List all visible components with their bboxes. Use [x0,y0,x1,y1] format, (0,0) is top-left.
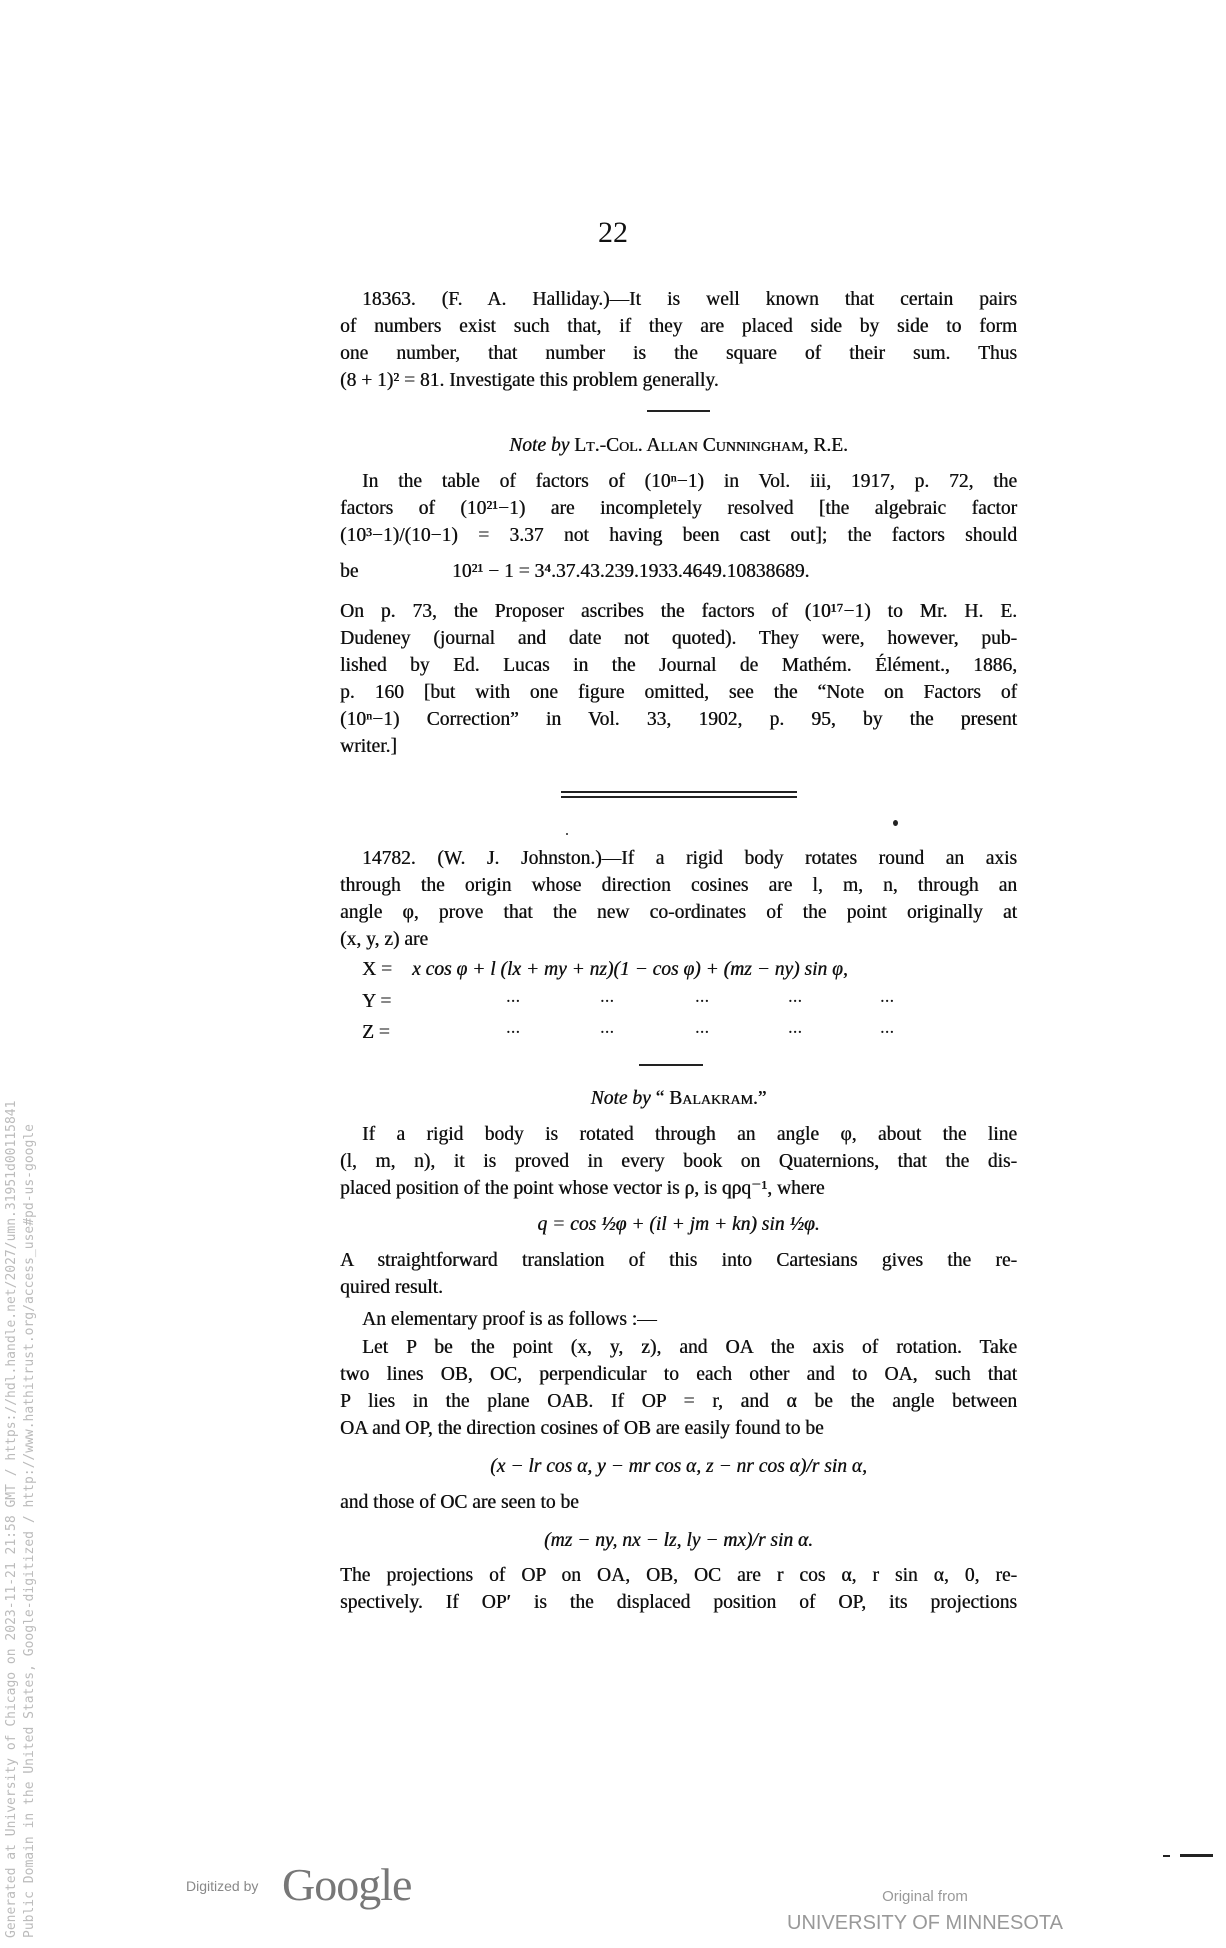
speck [893,820,898,826]
eq-oc: (mz − ny, nx − lz, ly − mx)/r sin α. [543,1530,814,1551]
digitized-by-label: Digitized by [186,1878,259,1894]
text-line: P lies in the plane OAB. If OP = r, and α be the angle between [340,1391,1017,1412]
ellipsis: ... [695,986,710,1007]
ellipsis: ... [695,1017,710,1038]
text-line: (l, m, n), it is proved in every book on Quaternions, that the dis- [340,1151,1017,1172]
note-prefix: Note by [509,435,570,456]
be-word: be [340,561,359,582]
double-rule-bottom [561,796,797,798]
text-line: 18363. (F. A. Halliday.)—It is well known that certain pairs [362,289,1017,310]
university-label: UNIVERSITY OF MINNESOTA [787,1912,1063,1934]
note2-paragraph-4 [340,1334,1017,1442]
eq-ob: (x − lr cos α, y − mr cos α, z − nr cos α)/r sin α, [490,1456,867,1477]
original-from-label: Original from [882,1888,968,1905]
text-line: and those of OC are seen to be [340,1492,579,1513]
ellipsis: ... [600,1017,615,1038]
double-rule-top [561,791,797,793]
note1-paragraph-2 [340,598,1017,760]
text-line: factors of (10²¹−1) are incompletely resolved [the algebraic factor [340,498,1017,519]
text-line: OA and OP, the direction cosines of OB are easily found to be [340,1418,824,1439]
ellipsis: ... [506,1017,521,1038]
text-line: Let P be the point (x, y, z), and OA the axis of rotation. Take [362,1337,1017,1358]
watermark-line-2: Public Domain in the United States, Google-digitized / http://www.hathitrust.org/access_use#pd-us-google [22,1124,37,1938]
google-logo: Google [282,1859,412,1910]
text-line: On p. 73, the Proposer ascribes the factors of (10¹⁷−1) to Mr. H. E. [340,601,1017,622]
note-author: “ Balakram.” [655,1088,767,1109]
text-line: An elementary proof is as follows :— [362,1309,657,1330]
text-line: spectively. If OP′ is the displaced position of OP, its projections [340,1592,1017,1613]
eq-y-label: Y = [362,991,392,1012]
eq-q: q = cos ½φ + (il + jm + kn) sin ½φ. [537,1214,820,1235]
text-line: A straightforward translation of this into Cartesians gives the re- [340,1250,1017,1271]
text-line: placed position of the point whose vector is ρ, is qρq⁻¹, where [340,1178,825,1199]
note1-paragraph-1 [340,468,1017,549]
text-line: (10³−1)/(10−1) = 3.37 not having been cast out]; the factors should [340,525,1017,546]
text-line: through the origin whose direction cosines are l, m, n, through an [340,875,1017,896]
eq-z-label: Z = [362,1022,390,1043]
eq-x-label: X = [362,959,392,980]
note2-paragraph-2 [340,1247,1017,1301]
note2-paragraph-6 [340,1562,1017,1616]
ellipsis: ... [788,1017,803,1038]
text-line: The projections of OP on OA, OB, OC are r cos α, r sin α, 0, re- [340,1565,1017,1586]
text-line: quired result. [340,1277,443,1298]
scan-mark [1163,1855,1170,1857]
note2-paragraph-5 [340,1489,1017,1516]
text-line: one number, that number is the square of their sum. Thus [340,343,1017,364]
note-prefix: Note by [590,1088,651,1109]
note2-paragraph-1 [340,1121,1017,1202]
text-line: In the table of factors of (10ⁿ−1) in Vol. iii, 1917, p. 72, the [362,471,1017,492]
text-line: of numbers exist such that, if they are placed side by side to form [340,316,1017,337]
watermark-line-1: Generated at University of Chicago on 2023-11-21 21:58 GMT / https://hdl.handle.net/2027/umn.31951d00115841 [4,1100,19,1938]
text-line: (8 + 1)² = 81. Investigate this problem generally. [340,370,719,391]
page-number: 22 [598,216,628,249]
ellipsis: ... [880,1017,895,1038]
problem-18363 [340,286,1017,394]
factor-equation: 10²¹ − 1 = 3⁴.37.43.239.1933.4649.10838689. [452,561,810,582]
scan-mark [1180,1854,1213,1857]
note-heading-cunningham [340,432,1017,459]
speck [566,833,568,835]
note-heading-balakram [340,1085,1017,1112]
text-line: lished by Ed. Lucas in the Journal de Mathém. Élément., 1886, [340,655,1017,676]
text-line: (10ⁿ−1) Correction” in Vol. 33, 1902, p. 95, by the present [340,709,1017,730]
text-line: Dudeney (journal and date not quoted). They were, however, pub- [340,628,1017,649]
text-line: 14782. (W. J. Johnston.)—If a rigid body rotates round an axis [362,848,1017,869]
text-line: two lines OB, OC, perpendicular to each other and to OA, such that [340,1364,1017,1385]
text-line: writer.] [340,736,397,757]
text-line: If a rigid body is rotated through an angle φ, about the line [362,1124,1017,1145]
ellipsis: ... [600,986,615,1007]
ellipsis: ... [880,986,895,1007]
eq-x: x cos φ + l (lx + my + nz)(1 − cos φ) + (mz − ny) sin φ, [412,959,848,980]
text-line: angle φ, prove that the new co-ordinates of the point originally at [340,902,1017,923]
section-divider [639,1064,703,1066]
text-line: p. 160 [but with one figure omitted, see the “Note on Factors of [340,682,1017,703]
problem-14782 [340,845,1017,953]
note-author: Lt.-Col. Allan Cunningham, R.E. [574,435,848,456]
note2-paragraph-3 [340,1306,1017,1333]
ellipsis: ... [506,986,521,1007]
section-divider [647,410,710,412]
ellipsis: ... [788,986,803,1007]
text-line: (x, y, z) are [340,929,429,950]
